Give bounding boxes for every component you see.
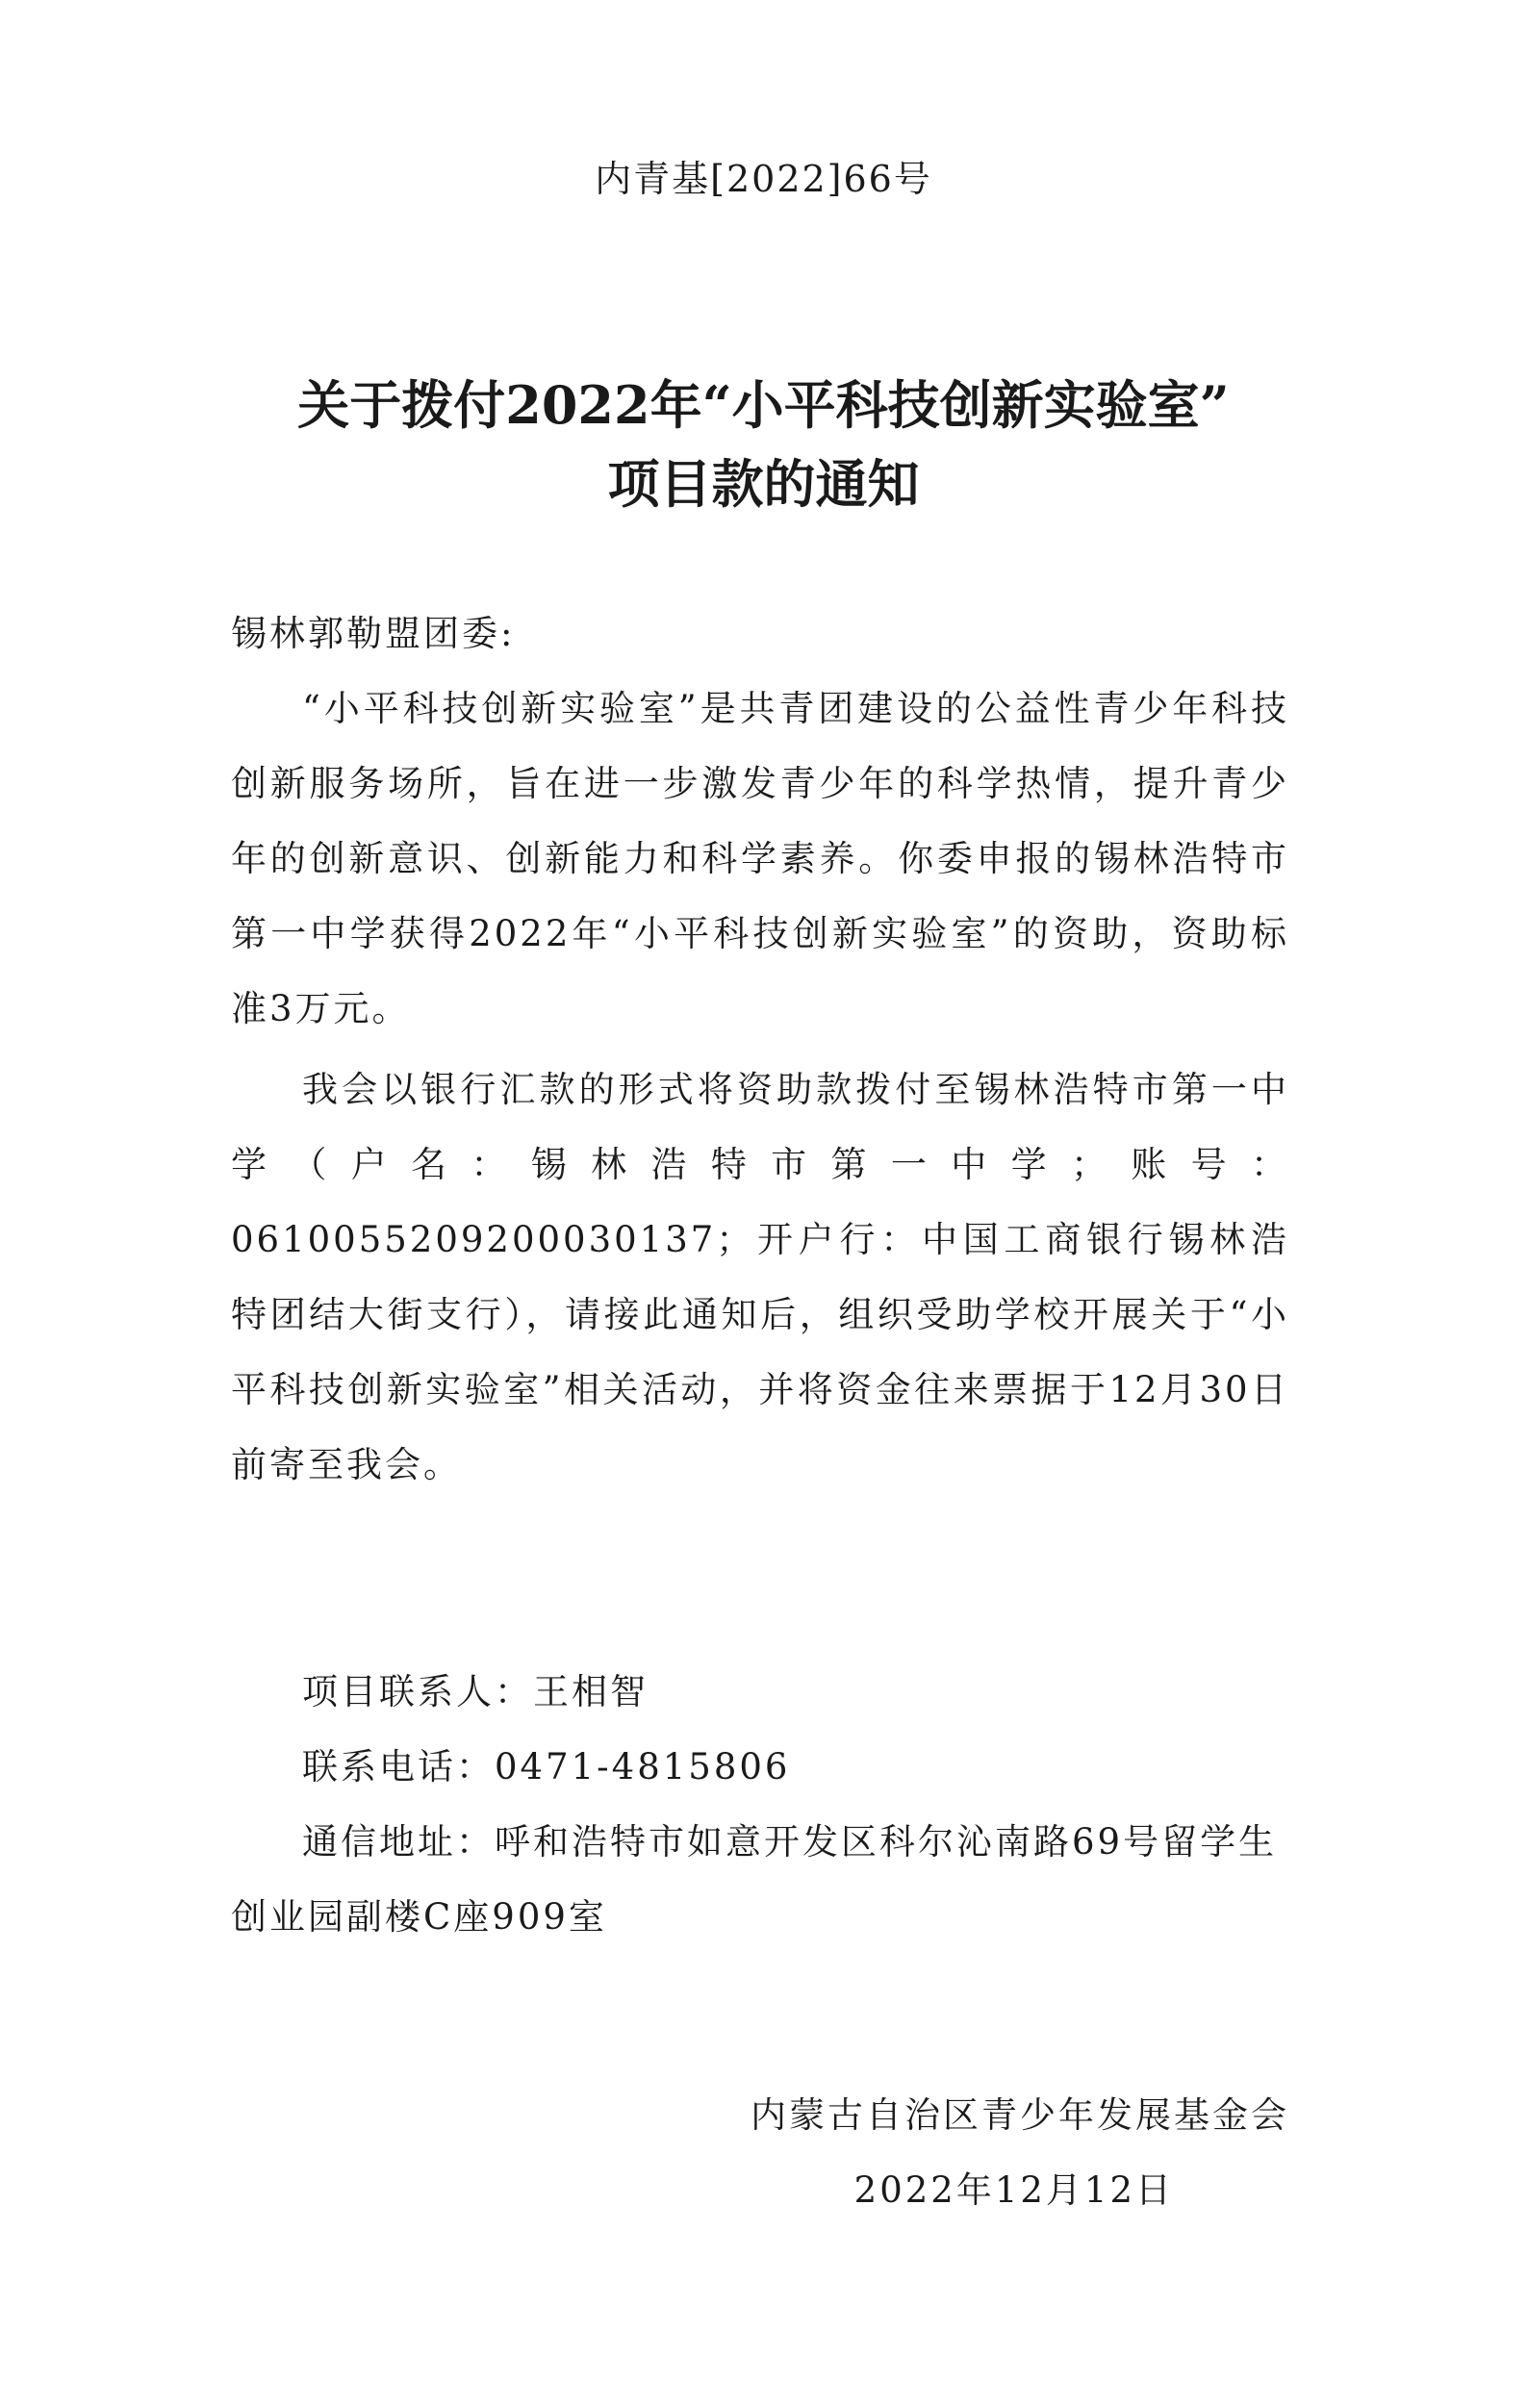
title-line-1: 关于拨付2022年“小平科技创新实验室” (297, 374, 1230, 436)
body-paragraph-2: 我会以银行汇款的形式将资助款拨付至锡林浩特市第一中学（户名：锡林浩特市第一中学；账号：0610055209200030137；开户行：中国工商银行锡林浩特团结大街支行），请接此通知后，组织受助学校开展关于“小平科技创新实验室”相关活动，并将资金往来票据于12月30日前寄至我会。 (231, 1069, 1289, 1485)
signature-organization: 内蒙古自治区青少年发展基金会 (751, 2094, 1289, 2136)
document-body (231, 596, 1289, 1503)
contact-phone: 联系电话：0471-4815806 (302, 1746, 791, 1787)
contact-person: 项目联系人：王相智 (302, 1671, 649, 1712)
document-number: 内青基[2022]66号 (595, 158, 932, 200)
contact-info (231, 1655, 1289, 1955)
signature-date: 2022年12月12日 (853, 2169, 1174, 2211)
signature-block (674, 2078, 1289, 2228)
contact-address: 通信地址：呼和浩特市如意开发区科尔沁南路69号留学生创业园副楼C座909室 (231, 1821, 1278, 1938)
title-line-2: 项目款的通知 (607, 453, 920, 515)
salutation: 锡林郭勒盟团委: (231, 613, 516, 654)
document-title (0, 366, 1527, 523)
body-paragraph-1: “小平科技创新实验室”是共青团建设的公益性青少年科技创新服务场所，旨在进一步激发青少年的科学热情，提升青少年的创新意识、创新能力和科学素养。你委申报的锡林浩特市第一中学获得2022年“小平科技创新实验室”的资助，资助标准3万元。 (231, 688, 1289, 1029)
